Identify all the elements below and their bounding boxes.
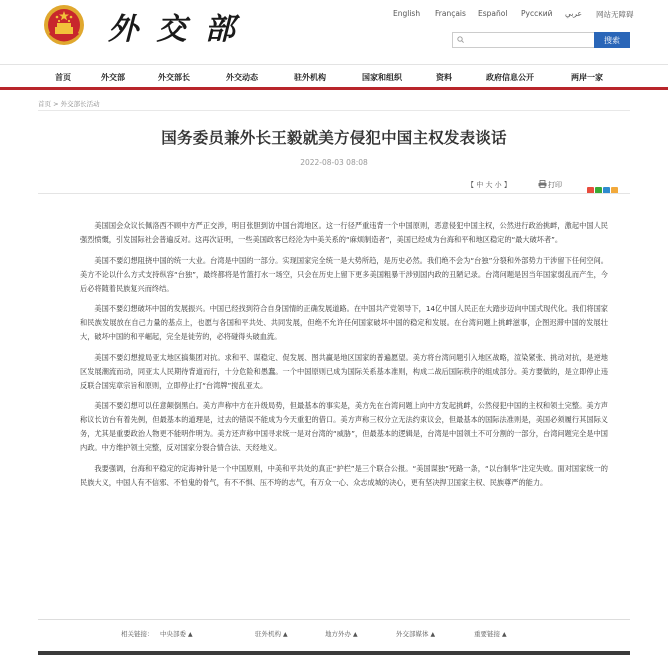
breadcrumb-separator: > — [51, 100, 61, 108]
search-icon — [457, 36, 464, 43]
breadcrumb-home[interactable]: 首页 — [38, 100, 51, 108]
related-link-label: 中央部委 — [160, 630, 186, 638]
article-paragraph: 美国不要幻想阻挠中国的统一大业。台湾是中国的一部分。实现国家完全统一是大势所趋，是历史必然。我们绝不会为“台独”分裂和外部势力干涉留下任何空间。美方不论以什么方式支持纵容“台独”，最终都将是竹篮打水一场空，只会在历史上留下更多美国粗暴干涉别国内政的丑陋记录。台湾问题是因当年国家弱乱而产生，今后必将随着民族复兴而终结。 — [80, 255, 608, 293]
nav-item-resources[interactable]: 资料 — [436, 73, 452, 82]
chevron-up-icon: ▲ — [502, 631, 507, 638]
footer-bar — [38, 651, 630, 655]
nav-item-gov-info[interactable]: 政府信息公开 — [486, 73, 534, 82]
article-body — [80, 219, 608, 497]
nav-item-diplomatic-news[interactable]: 外交动态 — [226, 73, 258, 82]
related-link-label: 驻外机构 — [255, 630, 281, 638]
breadcrumb — [38, 99, 100, 108]
footer-divider — [38, 619, 630, 620]
site-logo-text[interactable]: 外 交 部 — [108, 12, 239, 47]
chevron-up-icon: ▲ — [430, 631, 436, 638]
print-icon[interactable] — [538, 180, 547, 188]
article-paragraph: 美国国会众议长佩洛西不顾中方严正交涉，明目张胆到访中国台湾地区。这一行径严重违背一个中国原则，恶意侵犯中国主权，公然进行政治挑衅，激起中国人民强烈愤慨，引发国际社会普遍反对。这再次证明，一些美国政客已经沦为中美关系的“麻烦制造者”，美国已经成为台海和平和地区稳定的“最大破坏者”。 — [80, 221, 608, 244]
nav-item-missions-overseas[interactable]: 驻外机构 — [294, 73, 326, 82]
article-paragraph: 美国不要幻想搅局亚太地区搞集团对抗。求和平、谋稳定、促发展、图共赢是地区国家的普遍愿望。美方将台湾问题引入地区战略，渲染紧张、挑动对抗，是逆地区发展潮流而动，同亚太人民期待背道而行，十分危险和愚蠢。一个中国原则已成为国际关系基本准则，构成二战后国际秩序的组成部分。美方要做的，是立即停止违反联合国宪章宗旨和原则，立即停止打“台湾牌”搅乱亚太。 — [80, 352, 608, 390]
language-bar — [0, 9, 668, 23]
article-title: 国务委员兼外长王毅就美方侵犯中国主权发表谈话 — [161, 129, 507, 147]
related-link-important[interactable] — [474, 629, 507, 638]
nav-item-minister[interactable]: 外交部长 — [158, 73, 190, 82]
chevron-up-icon: ▲ — [353, 631, 358, 638]
nav-item-ministry[interactable]: 外交部 — [101, 73, 125, 82]
share-icons — [587, 179, 619, 198]
related-links — [0, 629, 668, 641]
related-link-central-ministries[interactable] — [160, 629, 193, 638]
breadcrumb-divider — [38, 110, 630, 111]
site-header — [0, 0, 668, 62]
article-tools-divider — [38, 193, 630, 194]
related-link-missions[interactable] — [255, 629, 288, 638]
chevron-up-icon: ▲ — [283, 631, 288, 638]
related-link-local-fao[interactable] — [325, 629, 358, 638]
article-paragraph: 美国不要幻想破坏中国的发展振兴。中国已经找到符合自身国情的正确发展道路。在中国共产党领导下，14亿中国人民正在大踏步迈向中国式现代化。我们将国家和民族发展放在自己力量的基点上，也愿与各国和平共处、共同发展，但绝不允许任何国家破坏中国的稳定和发展。在台湾问题上挑衅滋事，企图迟滞中国的发展壮大，破坏中国的和平崛起，完全是徒劳的，必将碰得头破血流。 — [80, 304, 608, 342]
print-label[interactable]: 打印 — [548, 181, 562, 189]
related-link-label: 地方外办 — [325, 630, 351, 638]
related-links-label: 相关链接： — [121, 630, 154, 638]
main-nav — [0, 64, 668, 90]
lang-russian[interactable]: Русский — [521, 9, 553, 18]
lang-accessibility[interactable]: 网站无障碍 — [596, 10, 634, 19]
related-link-media[interactable] — [396, 629, 435, 638]
nav-item-home[interactable]: 首页 — [55, 73, 71, 82]
article-paragraph: 美国不要幻想可以任意颠倒黑白。美方声称中方在升级局势，但最基本的事实是，美方先在台湾问题上向中方发起挑衅，公然侵犯中国的主权和领土完整。美方声称议长访台有着先例，但最基本的道理是，过去的错误不能成为今天重犯的借口。美方声称三权分立无法约束议会，但最基本的国际法准则是，美国必须履行其国际义务，尤其是重要政治人物更不能明作明为。美方还声称中国寻求统一是对台湾的“威胁”，但最基本的逻辑是，台湾是中国领土不可分割的一部分，台湾问题完全是中国内政。中方维护领土完整，反对国家分裂合情合法、天经地义。 — [80, 401, 608, 453]
nav-item-countries-organizations[interactable]: 国家和组织 — [362, 73, 402, 82]
search-button[interactable]: 搜索 — [594, 32, 630, 48]
lang-spanish[interactable]: Español — [478, 9, 508, 18]
chevron-up-icon: ▲ — [188, 631, 193, 638]
article-paragraph: 我要强调，台海和平稳定的定海神针是一个中国原则，中美和平共处的真正“护栏”是三个联合公报。“美国谋独”死路一条，“以台制华”注定失败。面对国家统一的民族大义，中国人有不信邪、不怕鬼的骨气，有不不惧、压不垮的志气，有万众一心、众志成城的决心，更有坚决捍卫国家主权、民族尊严的能力。 — [80, 463, 608, 487]
related-link-label: 重要链接 — [474, 630, 500, 638]
article-date: 2022-08-03 08:08 — [300, 158, 368, 167]
lang-english[interactable]: English — [393, 9, 421, 18]
search-input[interactable] — [452, 32, 600, 48]
font-size-control[interactable]: 【 中 大 小 】 — [467, 181, 511, 189]
nav-item-cross-strait[interactable]: 两岸一家 — [571, 73, 603, 82]
lang-french[interactable]: Français — [435, 9, 466, 18]
lang-arabic[interactable]: عربي — [565, 9, 582, 18]
related-link-label: 外交部媒体 — [396, 630, 429, 638]
breadcrumb-current[interactable]: 外交部长活动 — [60, 100, 100, 108]
